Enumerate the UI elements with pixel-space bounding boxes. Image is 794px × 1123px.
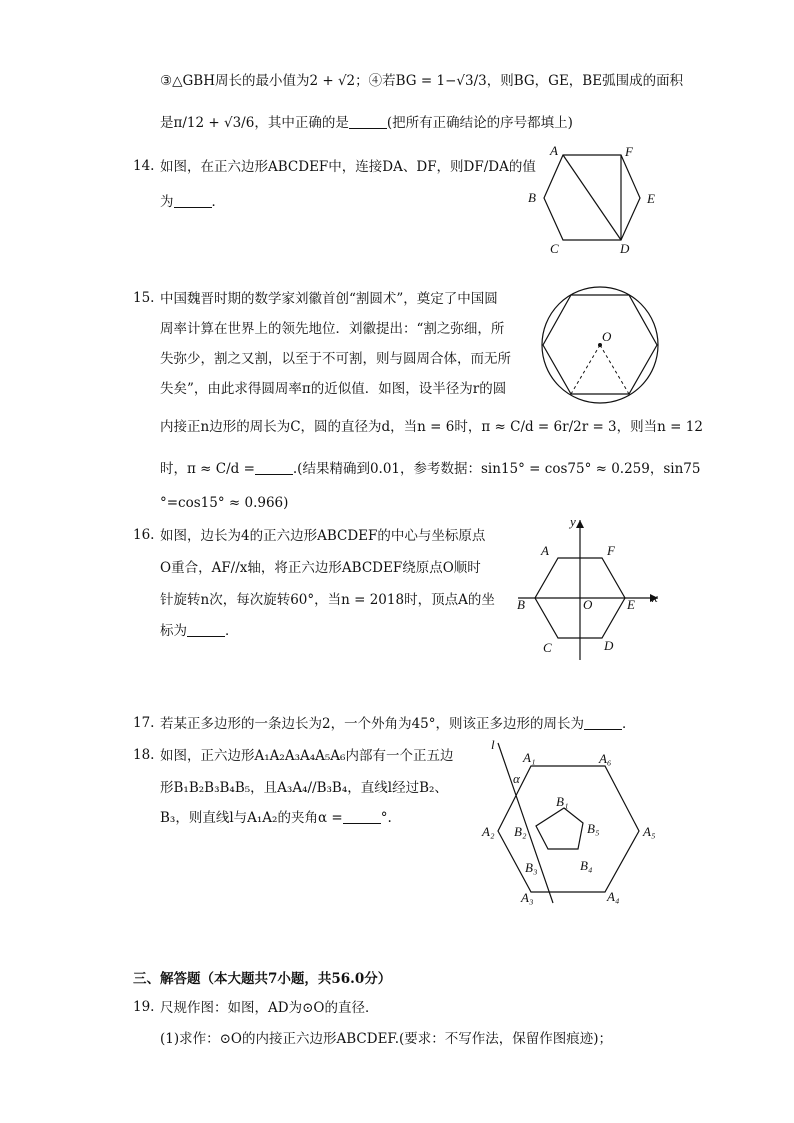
- q14-label-e: E: [647, 191, 655, 206]
- q15-text-b: .(结果精确到0.01，参考数据：sin15° = cos75° ≈ 0.259，sin75: [292, 461, 701, 477]
- q18-label-a5: A₅: [643, 824, 656, 839]
- q19-number: 19.: [133, 999, 155, 1015]
- q13-answer-blank[interactable]: [349, 114, 387, 129]
- q15-line2: 周率计算在世界上的领先地位．刘徽提出：“割之弥细，所: [160, 321, 505, 337]
- q18-label-l: l: [491, 737, 495, 752]
- q16-line1: 如图，边长为4的正六边形ABCDEF的中心与坐标原点: [160, 528, 486, 544]
- q15-line4: 失矣”，由此求得圆周率π的近似值．如图，设半径为r的圆: [160, 381, 507, 397]
- q18-label-b1: B₁: [556, 794, 569, 809]
- q19-line1: 尺规作图：如图，AD为⊙O的直径．: [160, 1000, 379, 1016]
- q16-label-e: E: [627, 597, 635, 612]
- q14-label-f: F: [625, 144, 633, 159]
- q17-answer-blank[interactable]: [584, 715, 622, 730]
- q18-number: 18.: [133, 747, 155, 763]
- q15-text-a: 时，π ≈ C/d =: [160, 461, 255, 477]
- q16-label-a: A: [541, 543, 549, 558]
- q14-text-a: 为: [160, 194, 174, 210]
- q13-line1: ③△GBH周长的最小值为2 + √2；④若BG = 1−√3/3，则BG，GE，BE弧围成的面积: [160, 73, 684, 89]
- q18-label-a4: A₄: [607, 889, 620, 904]
- q16-number: 16.: [133, 527, 155, 543]
- q17-number: 17.: [133, 715, 155, 731]
- q16-label-f: F: [607, 543, 615, 558]
- q18-label-alpha: α: [513, 771, 520, 786]
- q18-hexagon-pentagon-figure: [478, 735, 668, 911]
- q15-answer-blank[interactable]: [255, 460, 293, 475]
- q14-label-a: A: [550, 143, 558, 158]
- q14-answer-blank[interactable]: [174, 193, 212, 208]
- q15-label-o: O: [602, 329, 612, 344]
- q13-text-a: 是π/12 + √3/6，其中正确的是: [160, 115, 349, 131]
- q14-hexagon-figure: [520, 140, 670, 264]
- q16-label-x: x: [652, 590, 658, 605]
- q16-label-c: C: [543, 640, 552, 655]
- q15-line5: 内接正n边形的周长为C，圆的直径为d，当n = 6时，π ≈ C/d = 6r/2r = 3，则当n = 12: [160, 419, 703, 435]
- q18-text-a: B₃，则直线l与A₁A₂的夹角α =: [160, 810, 343, 826]
- q16-label-b: B: [517, 597, 525, 612]
- section-title: 三、解答题（本大题共7小题，共56.0分）: [133, 971, 392, 987]
- q16-line2: O重合，AF//x轴，将正六边形ABCDEF绕原点O顺时: [160, 560, 481, 576]
- q13-text-b: (把所有正确结论的序号都填上): [386, 115, 573, 131]
- q14-label-d: D: [620, 241, 630, 256]
- q18-label-b3: B₃: [525, 860, 538, 875]
- q18-label-b2: B₂: [514, 824, 527, 839]
- q14-text-b: ．: [211, 194, 225, 210]
- q15-line7: °=cos15° ≈ 0.966): [160, 495, 289, 511]
- q18-text-b: °.: [380, 810, 392, 826]
- q16-label-o: O: [583, 597, 593, 612]
- q14-label-b: B: [528, 190, 536, 205]
- q19-line2: (1)求作：⊙O的内接正六边形ABCDEF.(要求：不写作法，保留作图痕迹)；: [160, 1031, 613, 1047]
- q17-line: [160, 715, 636, 733]
- q18-label-a3: A₃: [521, 890, 534, 905]
- q17-text: 若某正多边形的一条边长为2，一个外角为45°，则该正多边形的周长为: [160, 716, 585, 732]
- q18-label-a1: A₁: [523, 750, 536, 765]
- q15-line6: [160, 460, 700, 478]
- q15-circle-hexagon-figure: [538, 283, 663, 412]
- q15-number: 15.: [133, 290, 155, 306]
- q14-label-c: C: [550, 241, 559, 256]
- q16-label-d: D: [604, 638, 614, 653]
- q14-number: 14.: [133, 158, 155, 174]
- q14-line2: [160, 193, 225, 211]
- q16-line4: [160, 622, 239, 640]
- q16-text-b: ．: [225, 623, 239, 639]
- q15-line3: 失弥少，割之又割，以至于不可割，则与圆周合体，而无所: [160, 351, 511, 367]
- q14-line1: 如图，在正六边形ABCDEF中，连接DA、DF，则DF/DA的值: [160, 159, 536, 175]
- q18-label-b4: B₄: [580, 858, 593, 873]
- q16-text-a: 标为: [160, 623, 187, 639]
- q18-line1: 如图，正六边形A₁A₂A₃A₄A₅A₆内部有一个正五边: [160, 748, 454, 764]
- q16-coordinate-figure: [510, 512, 670, 666]
- q18-label-a2: A₂: [482, 824, 495, 839]
- q15-line1: 中国魏晋时期的数学家刘徽首创“割圆术”，奠定了中国圆: [160, 291, 498, 307]
- q18-label-a6: A₆: [599, 751, 612, 766]
- q18-label-b5: B₅: [587, 821, 600, 836]
- q13-line2: [160, 114, 573, 132]
- q18-line3: [160, 809, 392, 827]
- q16-label-y: y: [570, 514, 576, 529]
- q16-answer-blank[interactable]: [187, 622, 225, 637]
- q18-answer-blank[interactable]: [343, 809, 381, 824]
- q16-line3: 针旋转n次，每次旋转60°，当n = 2018时，顶点A的坐: [160, 592, 495, 608]
- q18-line2: 形B₁B₂B₃B₄B₅，且A₃A₄//B₃B₄，直线l经过B₂、: [160, 780, 448, 796]
- q17-end: ．: [622, 716, 636, 732]
